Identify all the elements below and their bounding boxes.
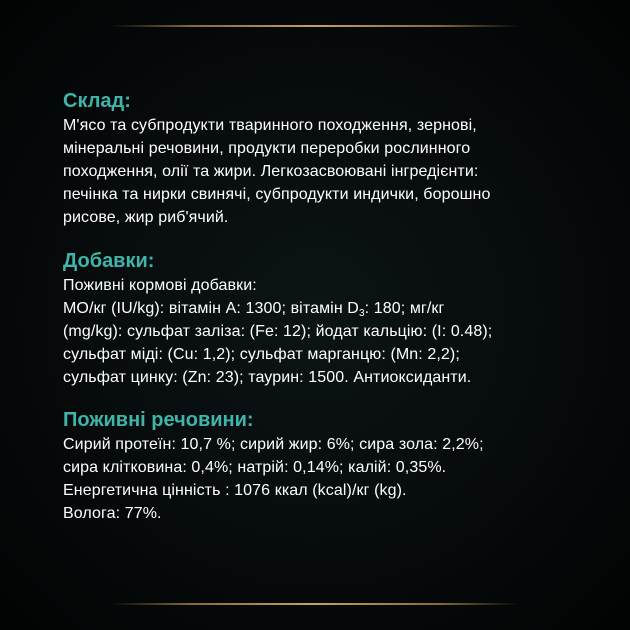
nutrients-heading: Поживні речовини: — [63, 409, 254, 431]
composition-line: рисове, жир риб'ячий. — [63, 209, 229, 226]
additives-section — [63, 248, 583, 389]
additives-line-part: : 180; мг/кг — [364, 300, 445, 317]
bottom-gold-divider — [110, 603, 520, 605]
composition-line: походження, олії та жири. Легкозасвоювані інгредієнти: — [63, 163, 479, 180]
nutrients-line: Волога: 77%. — [63, 505, 162, 522]
nutrients-text — [63, 433, 583, 525]
composition-section — [63, 88, 583, 229]
composition-text — [63, 114, 583, 229]
subscript-3: 3 — [358, 308, 365, 319]
nutrients-line: Сирий протеїн: 10,7 %; сирий жир: 6%; сира зола: 2,2%; — [63, 436, 484, 453]
composition-heading: Склад: — [63, 90, 131, 112]
nutrients-line: сира клітковина: 0,4%; натрій: 0,14%; калій: 0,35%. — [63, 459, 447, 476]
additives-line-part: МО/кг (IU/kg): вітамін A: 1300; вітамін D — [63, 300, 359, 317]
additives-line: (mg/kg): сульфат заліза: (Fe: 12); йодат кальцію: (I: 0.48); — [63, 323, 493, 340]
additives-line: сульфат цинку: (Zn: 23); таурин: 1500. Антиоксиданти. — [63, 369, 472, 386]
top-gold-divider — [110, 25, 520, 27]
additives-heading: Добавки: — [63, 250, 155, 272]
composition-line: печінка та нирки свинячі, субпродукти индички, борошно — [63, 186, 491, 203]
composition-line: мінеральні речовини, продукти переробки рослинного — [63, 140, 471, 157]
nutrients-section — [63, 407, 583, 525]
additives-text — [63, 274, 583, 389]
additives-line: сульфат міді: (Cu: 1,2); сульфат марганцю: (Mn: 2,2); — [63, 346, 460, 363]
additives-vitamins-line — [63, 297, 583, 320]
composition-line: М'ясо та субпродукти тваринного походження, зернові, — [63, 117, 477, 134]
nutrients-line: Енергетична цінність : 1076 ккал (kcal)/кг (kg). — [63, 482, 407, 499]
additives-line: Поживні кормові добавки: — [63, 277, 257, 294]
composition-panel — [63, 88, 583, 525]
